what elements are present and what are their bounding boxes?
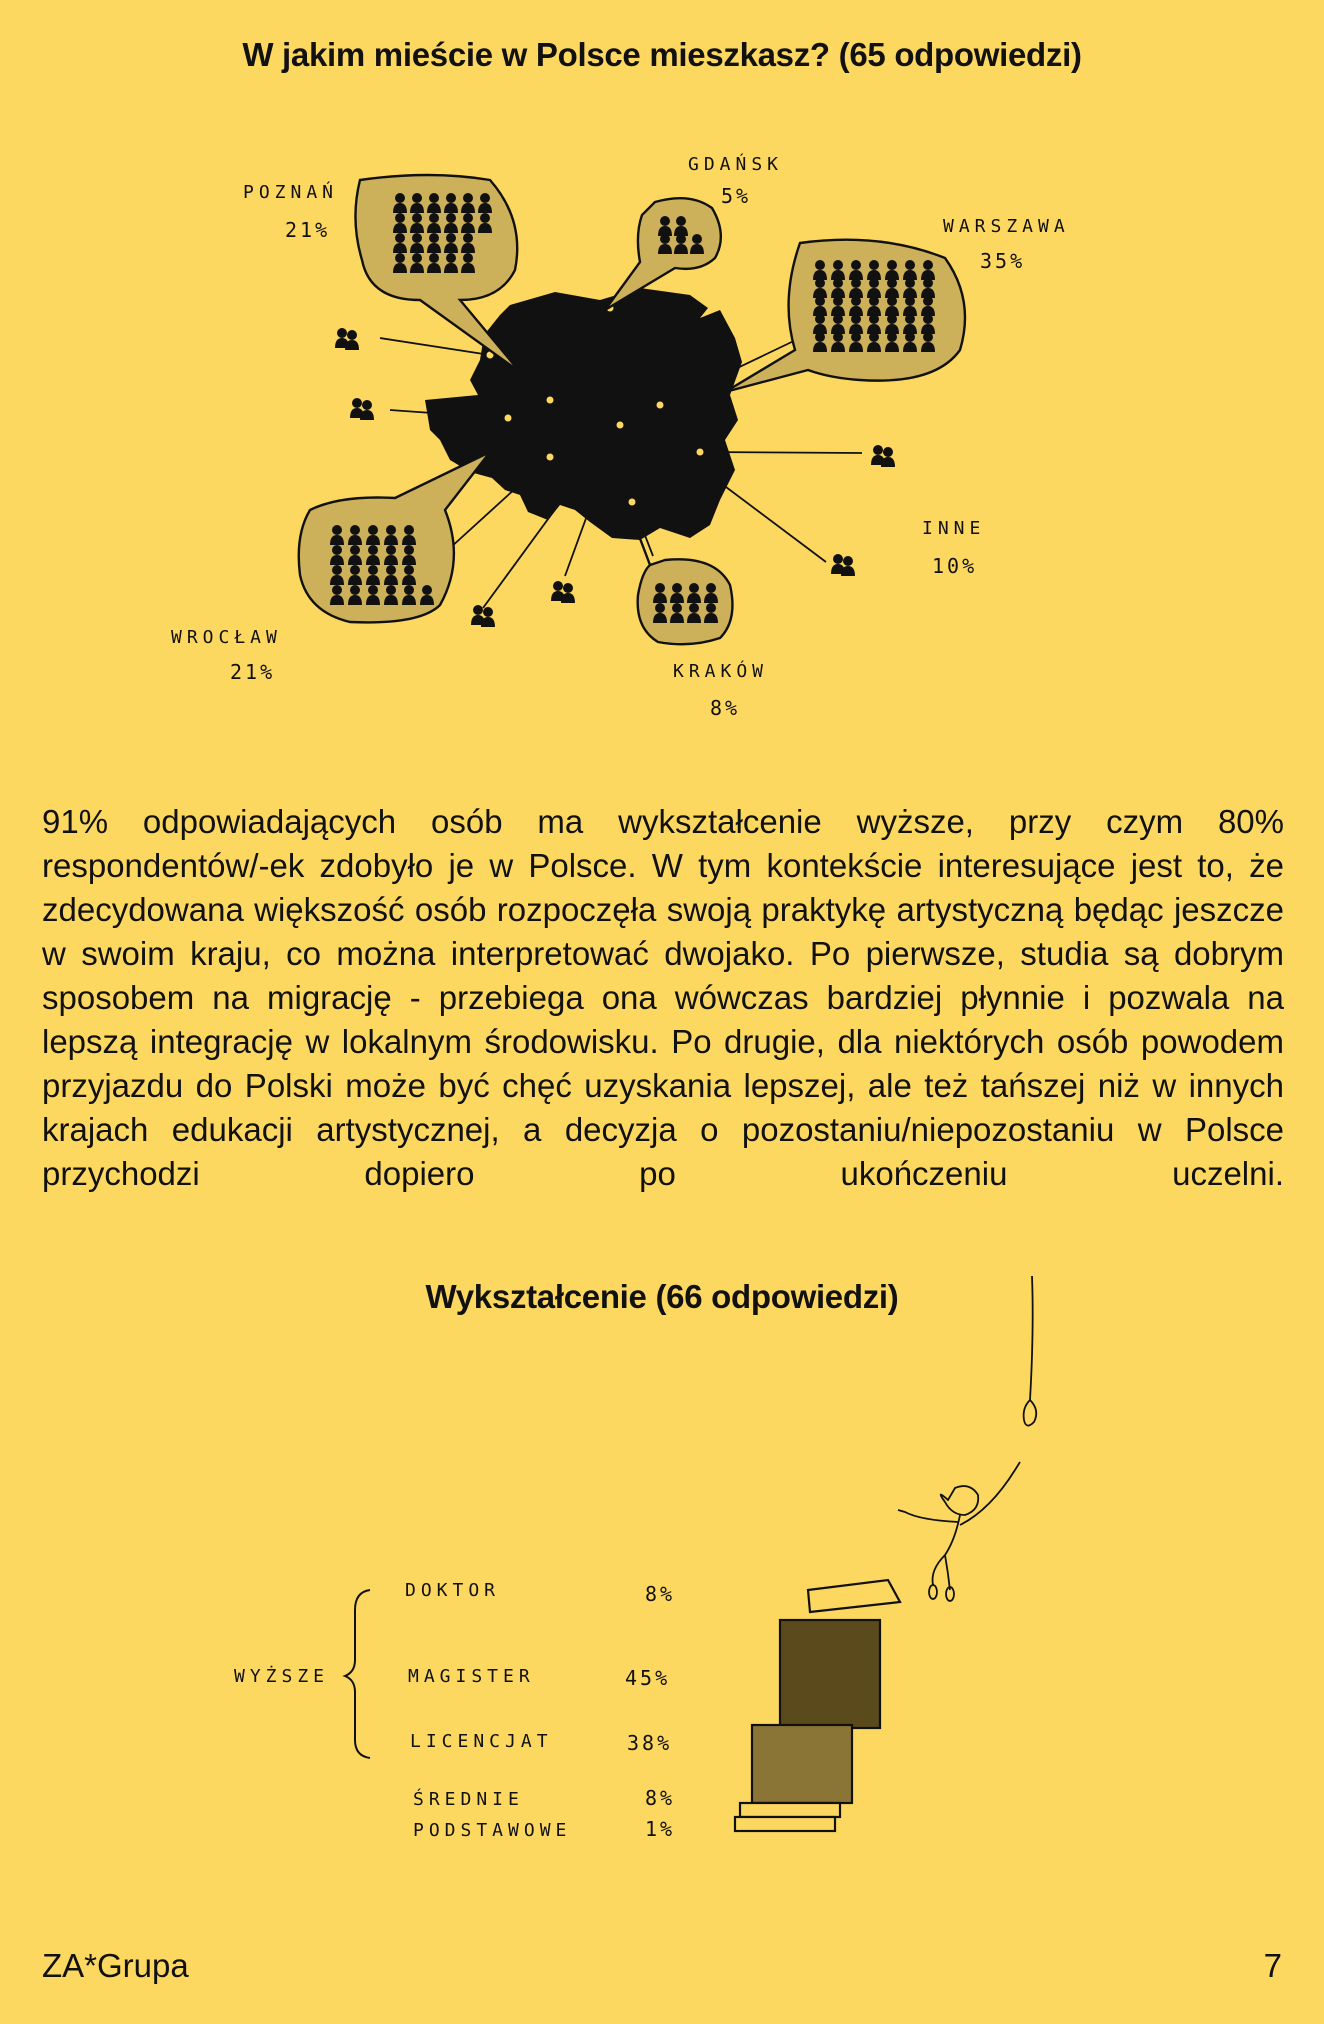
group-label-higher: WYŻSZE: [234, 1666, 330, 1687]
education-percent-magister: 45%: [625, 1666, 671, 1690]
map-chart-title: W jakim mieście w Polsce mieszkasz? (65 odpowiedzi): [242, 36, 1082, 73]
education-blocks: [735, 1580, 900, 1831]
education-level-podstawowe: PODSTAWOWE: [413, 1820, 572, 1841]
city-percent-wroclaw: 21%: [230, 660, 276, 684]
education-percent-podstawowe: 1%: [645, 1817, 676, 1841]
city-percent-inne: 10%: [932, 554, 978, 578]
body-paragraph-text: 91% odpowiadających osób ma wykształcenie wyższe, przy czym 80% respondentów/-ek zdobyło je w Polsce. W tym kontekście interesujące jest to, że zdecydowana większość osób rozpoczęła swoją praktykę artystyczną będąc jeszcze w swoim kraju, co można interpretować dwojako. Po pierwsze, studia są dobrym sposobem na migrację - przebiega ona wówczas bardziej płynnie i pozwala na lepszą integrację w lokalnym środowisku. Po drugie, dla niektórych osób powodem przyjazdu do Polski może być chęć uzyskania lepszej, ale też tańszej niż w innych krajach edukacji artystycznej, a decyzja o pozostaniu/niepozostaniu w Polsce przychodzi dopiero po ukończeniu uczelni.: [42, 803, 1284, 1192]
education-percent-doktor: 8%: [645, 1582, 676, 1606]
city-label-warszawa: WARSZAWA: [943, 216, 1070, 237]
education-percent-srednie: 8%: [645, 1786, 676, 1810]
education-chart-title: Wykształcenie (66 odpowiedzi): [425, 1278, 899, 1315]
city-percent-poznan: 21%: [285, 218, 331, 242]
education-level-licencjat: LICENCJAT: [410, 1731, 553, 1752]
education-level-doktor: DOKTOR: [405, 1580, 501, 1601]
city-label-gdansk: GDAŃSK: [688, 154, 784, 175]
city-percent-warszawa: 35%: [980, 249, 1026, 273]
footer-brand: ZA*Grupa: [42, 1947, 189, 1984]
education-percent-licencjat: 38%: [627, 1731, 673, 1755]
education-level-magister: MAGISTER: [408, 1666, 535, 1687]
education-level-srednie: ŚREDNIE: [413, 1789, 524, 1810]
climbing-figure: [898, 1462, 1020, 1601]
page-number: 7: [1263, 1947, 1282, 1984]
city-percent-krakow: 8%: [710, 696, 741, 720]
city-percent-gdansk: 5%: [721, 184, 752, 208]
city-label-krakow: KRAKÓW: [673, 661, 769, 682]
city-label-wroclaw: WROCŁAW: [171, 627, 282, 648]
city-label-inne: INNE: [922, 518, 986, 539]
curly-brace: [345, 1590, 370, 1758]
city-label-poznan: POZNAŃ: [243, 182, 339, 203]
